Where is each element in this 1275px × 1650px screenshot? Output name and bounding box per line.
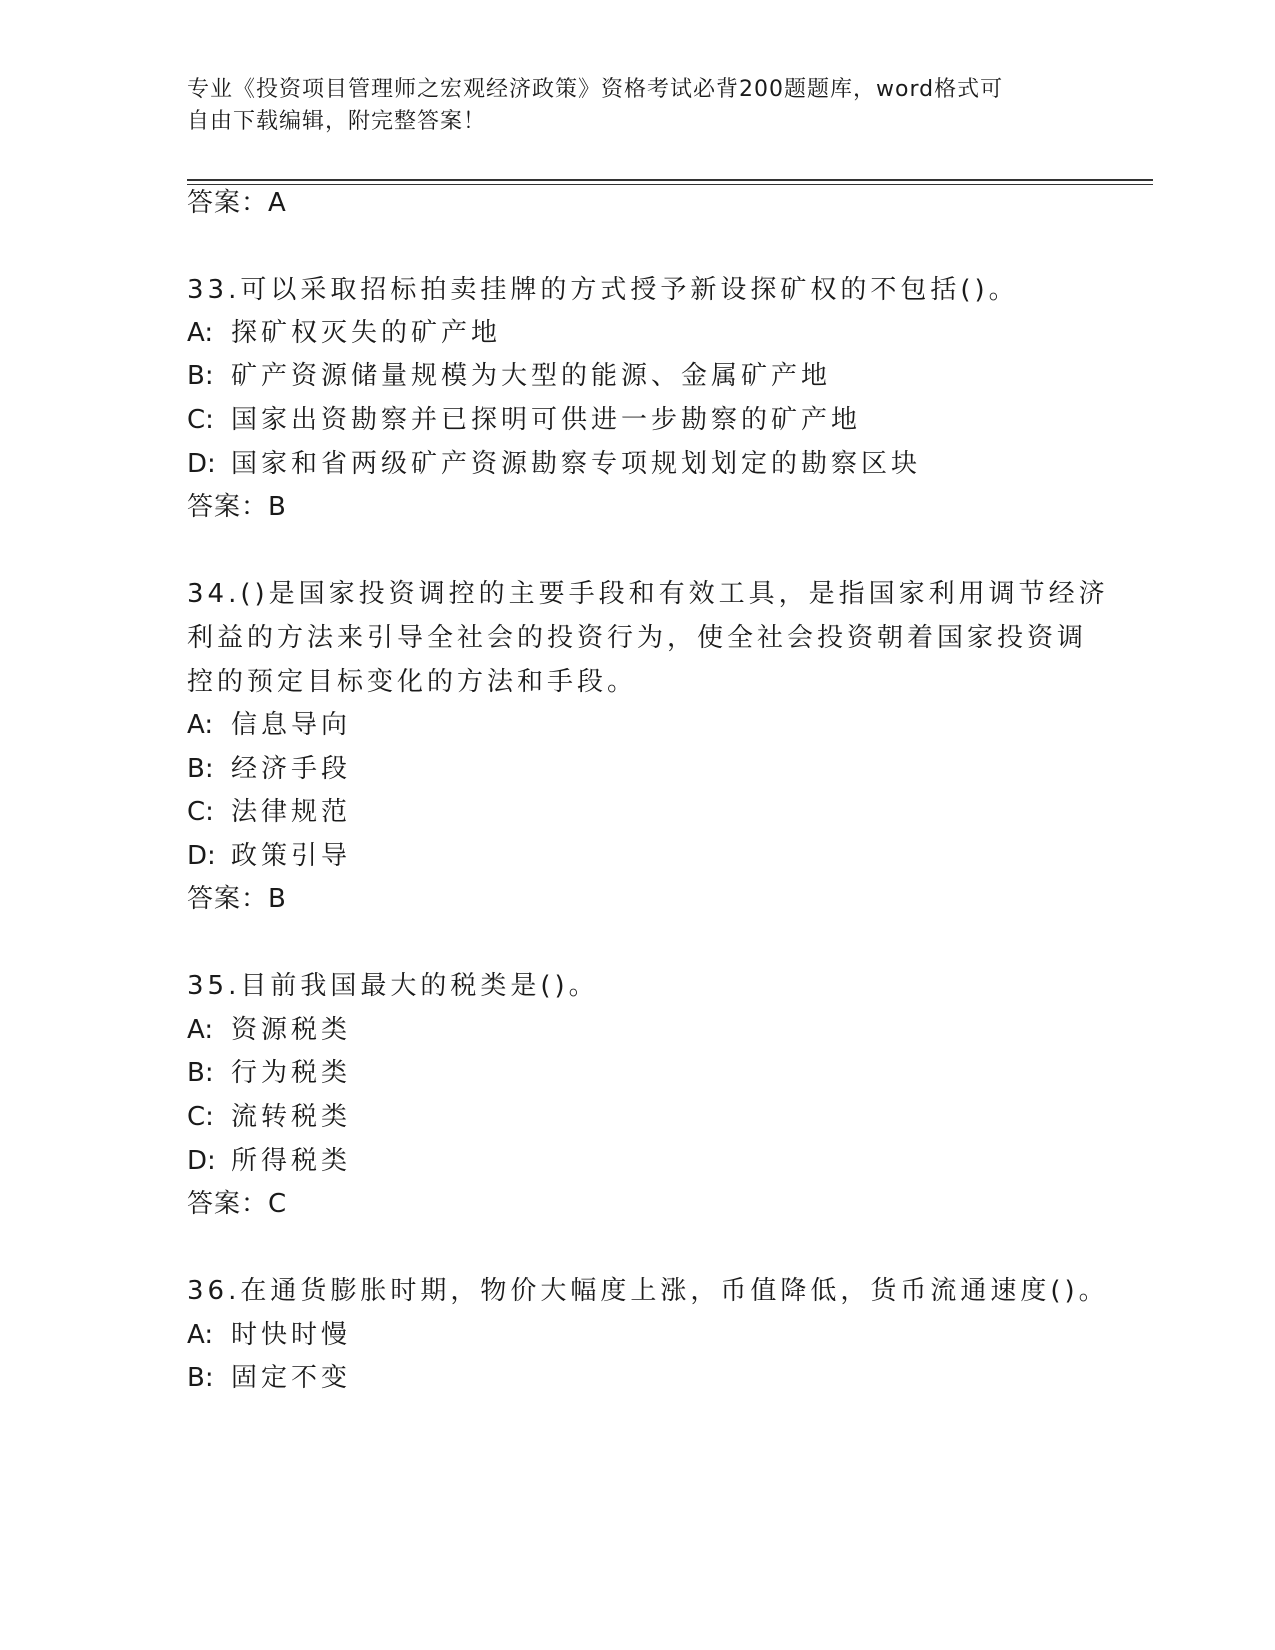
question-34-option-c [187,794,351,830]
question-34-stem-line-1: 34.()是国家投资调控的主要手段和有效工具，是指国家利用调节经济 [187,579,1109,609]
question-36-option-a [187,1317,351,1353]
option-key: B: [187,754,214,784]
option-key: C: [187,405,214,435]
question-35-option-d [187,1143,351,1179]
question-33-option-a [187,315,501,351]
question-34-option-a [187,707,351,743]
option-text: 资源税类 [231,1015,352,1045]
question-34-stem-line-3: 控的预定目标变化的方法和手段。 [187,667,638,697]
question-34-option-b [187,751,351,787]
option-key: D: [187,449,216,479]
question-34-stem-line-2: 利益的方法来引导全社会的投资行为，使全社会投资朝着国家投资调 [187,623,1088,653]
question-33-stem: 33.可以采取招标拍卖挂牌的方式授予新设探矿权的不包括()。 [187,275,1019,305]
header-line-1: 专业《投资项目管理师之宏观经济政策》资格考试必背200题题库，word格式可 [187,77,1004,102]
option-text: 国家和省两级矿产资源勘察专项规划划定的勘察区块 [231,449,922,479]
header-line-2: 自由下载编辑，附完整答案！ [187,109,487,134]
option-text: 国家出资勘察并已探明可供进一步勘察的矿产地 [231,405,862,435]
option-key: A: [187,710,214,740]
option-text: 经济手段 [231,754,352,784]
answer-prev: 答案：A [187,188,287,218]
option-key: C: [187,797,214,827]
option-key: D: [187,1146,216,1176]
option-text: 行为税类 [231,1058,352,1088]
option-text: 探矿权灭失的矿产地 [231,318,502,348]
question-35-stem: 35.目前我国最大的税类是()。 [187,971,599,1001]
option-text: 政策引导 [231,841,352,871]
option-text: 时快时慢 [231,1320,352,1350]
question-33-answer: 答案：B [187,492,287,522]
question-34-answer: 答案：B [187,884,287,914]
option-text: 矿产资源储量规模为大型的能源、金属矿产地 [231,361,832,391]
option-text: 法律规范 [231,797,352,827]
question-34-option-d [187,838,351,874]
option-text: 所得税类 [231,1146,352,1176]
option-key: C: [187,1102,214,1132]
question-36-stem: 36.在通货膨胀时期，物价大幅度上涨，币值降低，货币流通速度()。 [187,1276,1109,1306]
option-key: D: [187,841,216,871]
question-35-option-c [187,1099,351,1135]
option-key: A: [187,1320,214,1350]
option-text: 流转税类 [231,1102,352,1132]
header-divider [187,179,1153,181]
question-35-option-b [187,1055,351,1091]
document-header [187,74,1067,138]
option-key: A: [187,318,214,348]
question-35-answer: 答案：C [187,1189,288,1219]
header-divider-thin [187,184,1153,185]
question-36-option-b [187,1360,351,1396]
option-text: 固定不变 [231,1363,352,1393]
option-key: B: [187,1058,214,1088]
option-key: B: [187,361,214,391]
question-33-option-c [187,402,861,438]
option-text: 信息导向 [231,710,352,740]
option-key: A: [187,1015,214,1045]
option-key: B: [187,1363,214,1393]
question-33-option-d [187,446,921,482]
question-35-option-a [187,1012,351,1048]
question-33-option-b [187,358,831,394]
